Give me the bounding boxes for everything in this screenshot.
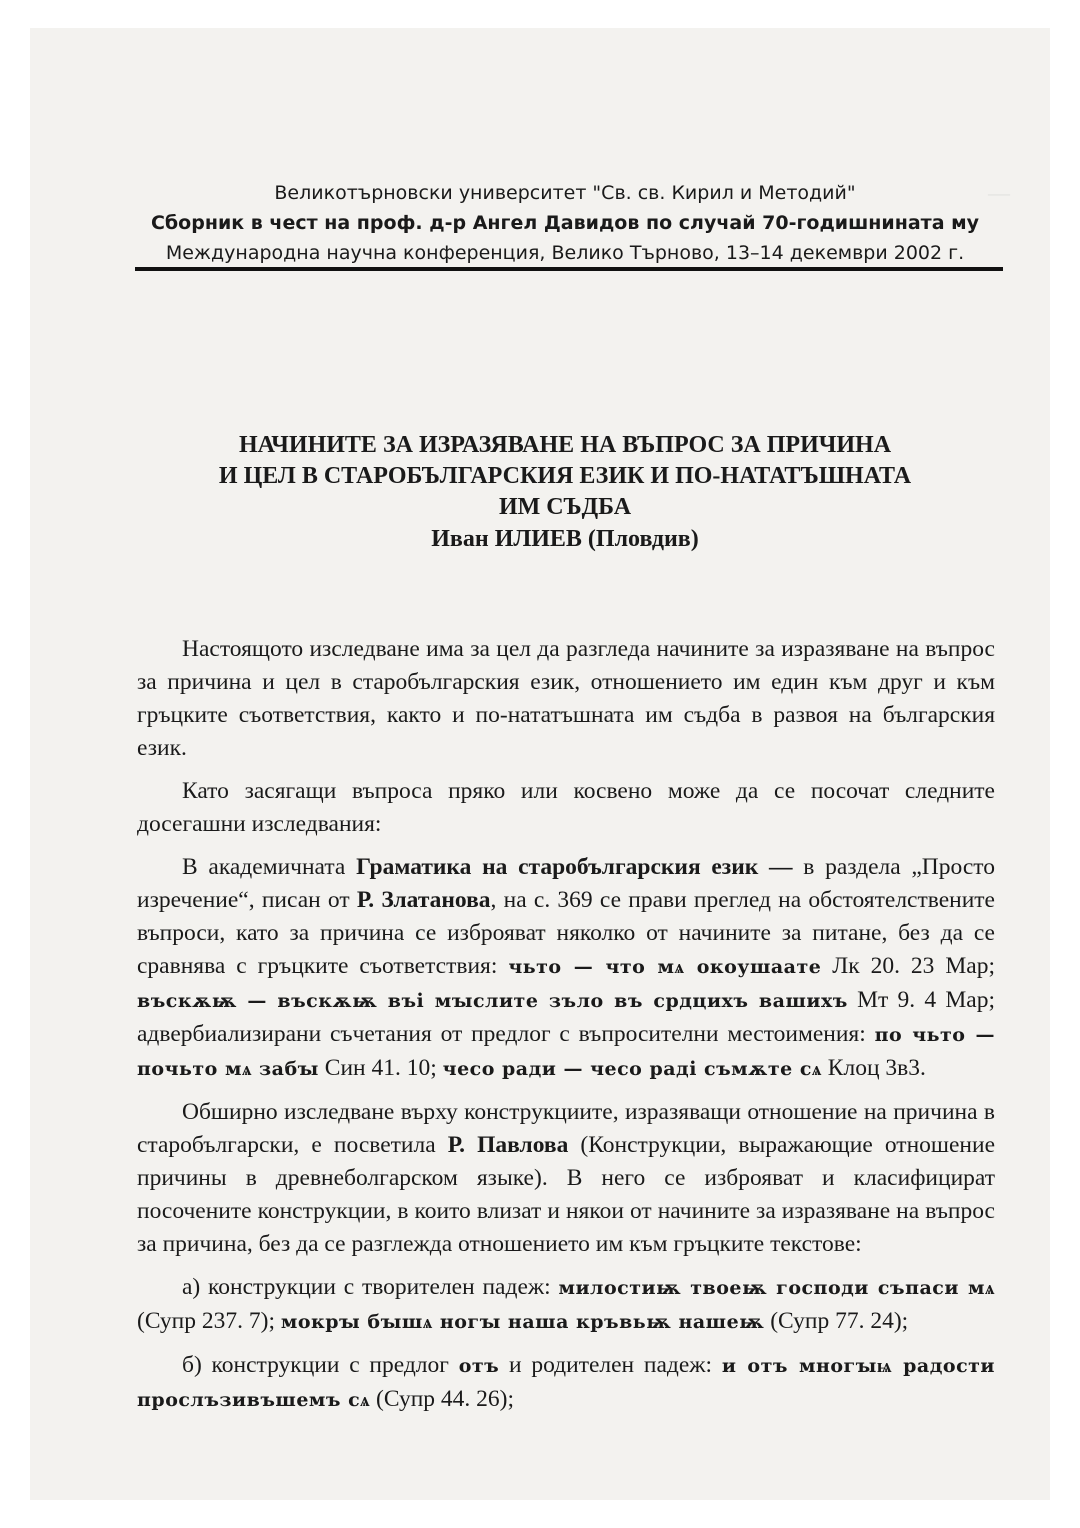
- title-line-1: НАЧИНИТЕ ЗА ИЗРАЗЯВАНЕ НА ВЪПРОС ЗА ПРИЧИНА: [238, 432, 892, 458]
- paragraph-pavlova: Обширно изследване върху конструкциите, изразяващи отношение на причина в старобългарски, е посветила Р. Павлова (Конструкции, выражающие отношение причины в древнеболгарском языке). В него се изброяват и класифицират посочените конструкции, в които влизат и някои от начините за изразяване на въпрос за причина, без да се разглежда отношението им към гръцките текстове:: [137, 1099, 995, 1257]
- list-item-a: а) конструкции с творителен падеж: милостиѭ твоеѭ господи съпаси мѧ (Супр 237. 7); мокрꙑ бꙑшѧ ногꙑ наша кръвьѭ нашеѭ (Супр 77. 24);: [137, 1274, 996, 1334]
- author-zlatanova: Р. Златанова: [356, 887, 491, 913]
- list-item-b: б) конструкции с предлог отъ и родителен падеж: и отъ многꙑѩ радости прослъзивъшемъ сѧ (Супр 44. 26);: [137, 1352, 995, 1412]
- old-church-slavonic-quote: по чьто — почьто мѧ забꙑ: [137, 1024, 995, 1080]
- bleed-through-text: —: [988, 180, 1010, 205]
- article-body: [137, 633, 995, 1427]
- old-church-slavonic-quote: чесо ради — чесо раді съмѫте сѧ: [442, 1058, 822, 1080]
- old-church-slavonic-quote: въскѫѭ — въскѫѭ въі мꙑслите зъло въ срдцихъ вашихъ: [137, 990, 848, 1012]
- title-line-2: И ЦЕЛ В СТАРОБЪЛГАРСКИЯ ЕЗИК И ПО-НАТАТЪШНАТА: [218, 463, 912, 489]
- paragraph-intro: Настоящото изследване има за цел да разгледа начините за изразяване на въпрос за причина и цел в старобългарския език, отношението им един към друг и към гръцките съответствия, както и по-нататъшната им съдба в развоя на българския език.: [137, 636, 995, 761]
- collection-title-line: Сборник в чест на проф. д-р Ангел Давидов по случай 70-годишнината му: [150, 212, 980, 234]
- old-church-slavonic-quote: чьто — что мѧ окоушаате: [508, 956, 822, 978]
- scanned-page: [30, 28, 1050, 1500]
- paragraph-grammar: В академичната Граматика на старобългарския език — в раздела „Просто изречение“, писан от Р. Златанова, на с. 369 се прави преглед на обстоятелствените въпроси, като за причина се изброяват няколко от начините за питане, без да се сравнява с гръцките съответствия: чьто — что мѧ окоушаате Лк 20. 23 Мар; въскѫѭ — въскѫѭ въі мꙑслите зъло въ срдцихъ вашихъ Мт 9. 4 Мар; адвербиализирани съчетания от предлог с въпросителни местоимения: по чьто — почьто мѧ забꙑ Син 41. 10; чесо ради — чесо раді съмѫте сѧ Клоц 3в3.: [137, 854, 995, 1081]
- university-line: Великотърновски университет "Св. св. Кирил и Методий": [274, 182, 856, 204]
- old-church-slavonic-quote: милостиѭ твоеѭ господи съпаси мѧ: [558, 1277, 996, 1299]
- old-church-slavonic-quote: мокрꙑ бꙑшѧ ногꙑ наша кръвьѭ нашеѭ: [280, 1311, 765, 1333]
- conference-line: Международна научна конференция, Велико Търново, 13–14 декември 2002 г.: [165, 242, 965, 264]
- article-author: Иван ИЛИЕВ (Пловдив): [431, 526, 699, 552]
- publication-header: [130, 178, 1000, 268]
- grammar-title: Граматика на старобългарския език —: [356, 854, 804, 880]
- header-rule: [135, 267, 1003, 271]
- article-title: [130, 430, 1000, 523]
- author-pavlova: Р. Павлова: [447, 1132, 569, 1158]
- paragraph-previous-studies: Като засягащи въпроса пряко или косвено може да се посочат следните досегашни изследвания:: [137, 778, 995, 837]
- page-content: [30, 28, 1050, 1500]
- title-line-3: ИМ СЪДБА: [498, 494, 632, 520]
- old-church-slavonic-quote: и отъ многꙑѩ радости прослъзивъшемъ сѧ: [137, 1355, 995, 1411]
- old-church-slavonic-quote: отъ: [458, 1355, 500, 1377]
